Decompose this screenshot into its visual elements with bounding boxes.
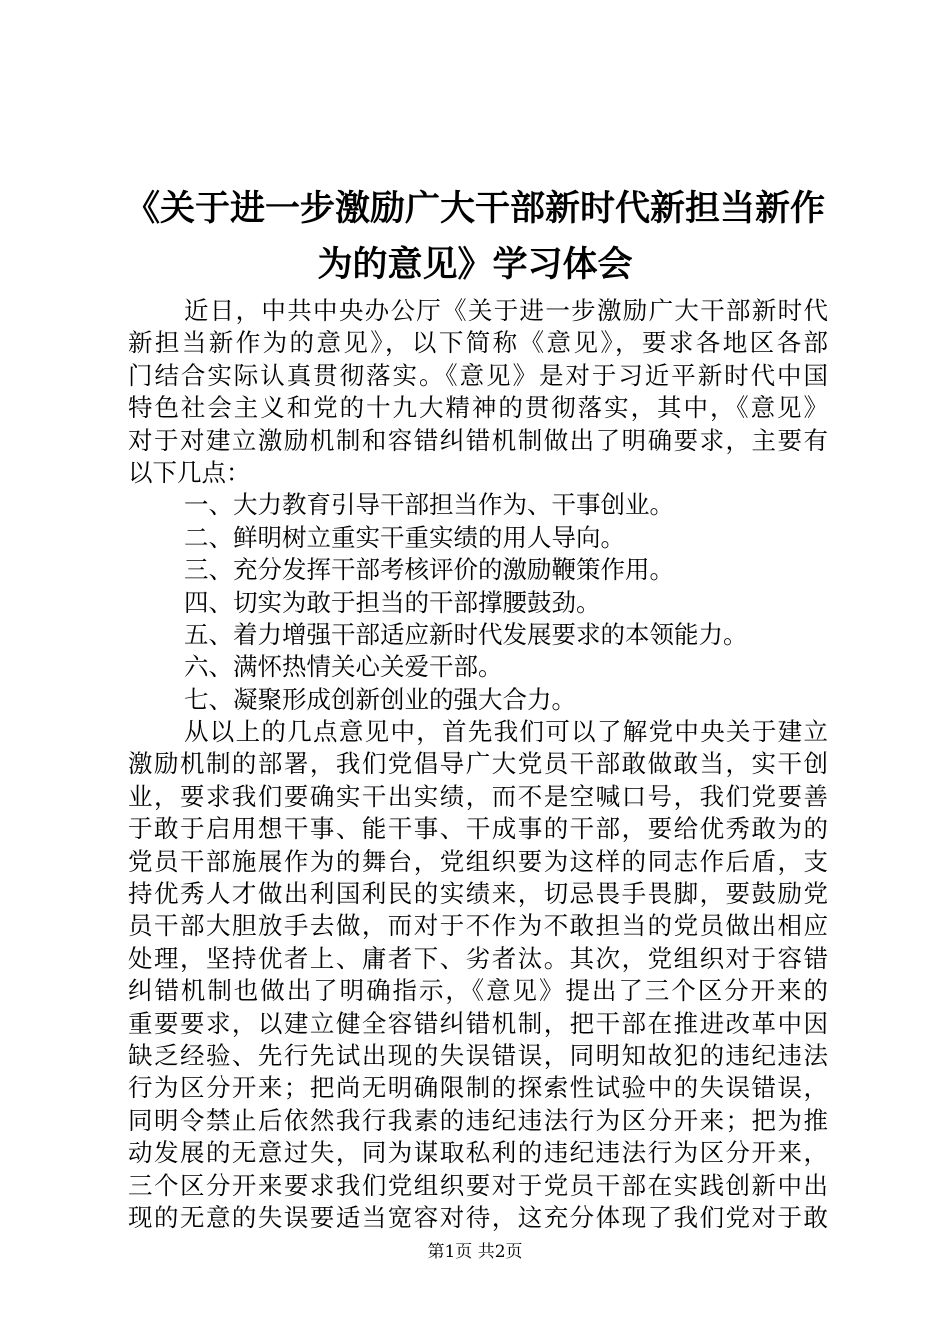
page-footer: 第1页 共2页 (427, 1242, 523, 1262)
body-line: 一、大力教育引导干部担当作为、干事创业。 (184, 490, 674, 520)
body-line: 重要要求，以建立健全容错纠错机制，把干部在推进改革中因 (128, 1008, 828, 1038)
body-line: 六、满怀热情关心关爱干部。 (184, 652, 503, 682)
body-line: 现的无意的失误要适当宽容对待，这充分体现了我们党对于敢 (128, 1202, 828, 1232)
body-line: 近日，中共中央办公厅《关于进一步激励广大干部新时代 (184, 296, 828, 325)
document-title-line-2: 为的意见》学习体会 (317, 245, 633, 285)
body-line: 对于对建立激励机制和容错纠错机制做出了明确要求，主要有 (128, 425, 828, 455)
body-line: 从以上的几点意见中，首先我们可以了解党中央关于建立 (184, 717, 828, 747)
body-line: 门结合实际认真贯彻落实。《意见》是对于习近平新时代中国 (128, 360, 828, 390)
body-line: 三个区分开来要求我们党组织要对于党员干部在实践创新中出 (128, 1170, 828, 1200)
body-line: 处理，坚持优者上、庸者下、劣者汰。其次，党组织对于容错 (128, 943, 828, 973)
body-line: 新担当新作为的意见》，以下简称《意见》，要求各地区各部 (128, 328, 828, 358)
body-line: 业，要求我们要确实干出实绩，而不是空喊口号，我们党要善 (128, 781, 828, 811)
body-line: 于敢于启用想干事、能干事、干成事的干部，要给优秀敢为的 (128, 814, 828, 844)
body-line: 同明令禁止后依然我行我素的违纪违法行为区分开来；把为推 (128, 1105, 828, 1135)
body-line: 五、着力增强干部适应新时代发展要求的本领能力。 (184, 619, 748, 649)
body-line: 持优秀人才做出利国利民的实绩来，切忌畏手畏脚，要鼓励党 (128, 879, 828, 909)
document-title-line-1: 《关于进一步激励广大干部新时代新担当新作 (124, 189, 825, 229)
body-line: 特色社会主义和党的十九大精神的贯彻落实，其中，《意见》 (128, 393, 828, 423)
body-line: 二、鲜明树立重实干重实绩的用人导向。 (184, 522, 625, 552)
body-line: 四、切实为敢于担当的干部撑腰鼓劲。 (184, 587, 601, 617)
body-line: 缺乏经验、先行先试出现的失误错误，同明知故犯的违纪违法 (128, 1040, 828, 1070)
body-line: 行为区分开来；把尚无明确限制的探索性试验中的失误错误， (128, 1073, 828, 1103)
body-line: 激励机制的部署，我们党倡导广大党员干部敢做敢当，实干创 (128, 749, 828, 779)
body-line: 党员干部施展作为的舞台，党组织要为这样的同志作后盾，支 (128, 846, 828, 876)
body-line: 动发展的无意过失，同为谋取私利的违纪违法行为区分开来， (128, 1138, 828, 1168)
body-line: 以下几点： (128, 457, 251, 487)
body-line: 七、凝聚形成创新创业的强大合力。 (184, 684, 576, 714)
body-line: 纠错机制也做出了明确指示，《意见》提出了三个区分开来的 (128, 976, 828, 1006)
document-body (128, 295, 828, 1234)
body-line: 员干部大胆放手去做，而对于不作为不敢担当的党员做出相应 (128, 911, 828, 941)
body-line: 三、充分发挥干部考核评价的激励鞭策作用。 (184, 555, 674, 585)
